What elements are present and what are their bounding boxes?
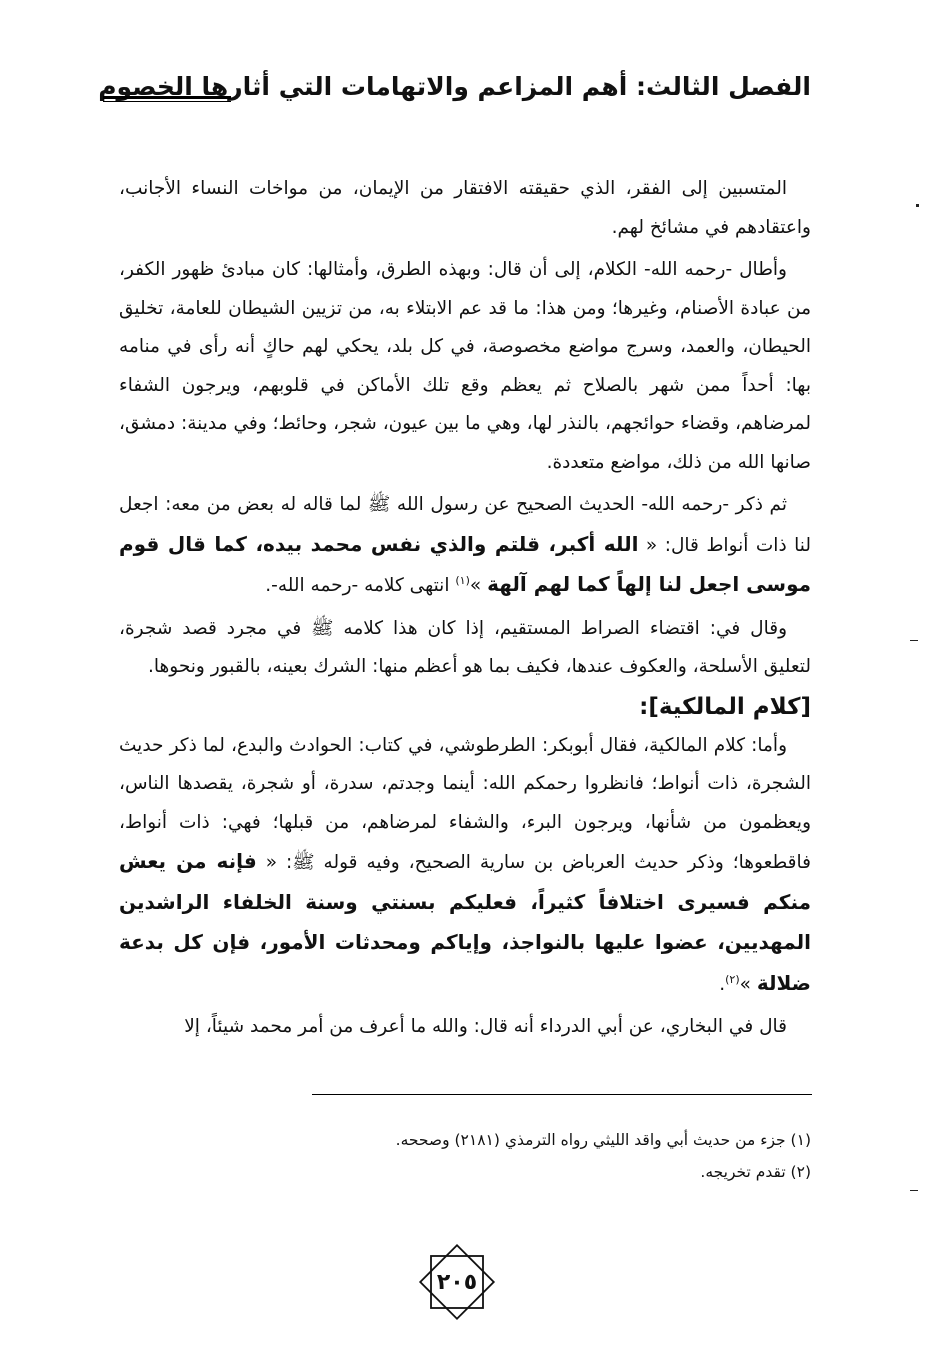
scan-mark bbox=[910, 640, 918, 641]
text-segment: وأطال -رحمه الله- الكلام، إلى أن قال: وبهذه الطرق، وأمثالها: كان مبادئ ظهور الكفر، من عبادة الأصنام، وغيرها؛ ومن هذا: ما قد عم الابتلاء به، من تزيين الشيطان للعامة، تخليق الحيطان، والعمد، وسرج مواضع مخصوصة، في كل بلد، يحكي لهم حاكٍ أنه رأى في منامه بها: أحداً ممن شهر بالصلاح ثم يعظم وقع تلك الأماكن في قلوبهم، ويرجون الشفاء لمرضاهم، وقضاء حوائجهم، بالنذر لها، وهي ما بين عيون، شجر، وحائط؛ وفي مدينة: دمشق، صانها الله من ذلك، مواضع متعددة. bbox=[119, 259, 811, 473]
header-rule bbox=[103, 96, 231, 102]
text-segment: . bbox=[719, 973, 726, 995]
paragraph bbox=[119, 727, 811, 1005]
section-heading: [كلام المالكية]: bbox=[639, 693, 811, 720]
paragraph bbox=[119, 170, 811, 247]
footnote-marker: (١) bbox=[455, 573, 470, 587]
text-segment: قال في البخاري، عن أبي الدرداء أنه قال: والله ما أعرف من أمر محمد شيئاً، إلا bbox=[184, 1016, 787, 1037]
paragraph-group-1 bbox=[119, 170, 811, 687]
text-segment: » bbox=[739, 973, 757, 995]
footnote-1: (١) جزء من حديث أبي واقد الليثي رواه الترمذي (٢١٨١) وصححه. bbox=[395, 1131, 811, 1149]
footnotes bbox=[119, 1124, 811, 1188]
footnote-marker: (٢) bbox=[725, 972, 740, 986]
text-segment: وقال في: اقتضاء الصراط المستقيم، إذا كان هذا كلامه ﷺ في مجرد قصد شجرة، لتعليق الأسلحة، والعكوف عندها، فكيف بما هو أعظم منها: الشرك بعينه، بالقبور ونحوها. bbox=[119, 617, 811, 677]
chapter-title: الفصل الثالث: أهم المزاعم والاتهامات التي أثارها الخصوم bbox=[98, 72, 811, 101]
scan-mark bbox=[910, 1190, 918, 1191]
hadith-quote: الله أكبر، قلتم والذي نفس محمد بيده، كما قال قوم موسى اجعل لنا إلهاً كما لهم آلهة bbox=[119, 531, 811, 596]
footnote-separator bbox=[312, 1094, 812, 1095]
paragraph bbox=[119, 251, 811, 482]
text-segment: » bbox=[469, 575, 488, 596]
paragraph bbox=[119, 610, 811, 687]
main-text bbox=[119, 170, 811, 1047]
text-segment: وأما: كلام المالكية، فقال أبوبكر: الطرطوشي، في كتاب: الحوادث والبدع، لما ذكر حديث الشجرة، ذات أنواط؛ فانظروا رحمكم الله: أينما وجدتم، سدرة، أو شجرة، يقصدها الناس، ويعظمون من شأنها، ويرجون البرء، والشفاء لمرضاهم، من قبلها؛ فهي: ذات أنواط، فاقطعوها؛ وذكر حديث العرباض بن سارية الصحيح، وفيه قوله ﷺ: « bbox=[119, 734, 811, 873]
paragraph bbox=[119, 486, 811, 606]
running-header bbox=[98, 70, 811, 110]
text-segment: ثم ذكر -رحمه الله- الحديث الصحيح عن رسول الله ﷺ لما قاله له بعض من معه: اجعل لنا ذات أنواط قال: « bbox=[119, 494, 812, 556]
page-number: ٢٠٥ bbox=[436, 1269, 478, 1295]
paragraph bbox=[119, 1008, 811, 1047]
scan-mark bbox=[916, 204, 919, 207]
footnote-2: (٢) تقدم تخريجه. bbox=[700, 1163, 811, 1181]
text-segment: المتسبين إلى الفقر، الذي حقيقته الافتقار من الإيمان، من مواخات النساء الأجانب، واعتقادهم في مشائخ لهم. bbox=[119, 178, 811, 238]
page-number-ornament bbox=[413, 1238, 501, 1326]
text-segment: انتهى كلامه -رحمه الله-. bbox=[265, 575, 456, 596]
hadith-quote: فإنه من يعش منكم فسيرى اختلافاً كثيراً، فعليكم بسنتي وسنة الخلفاء الراشدين المهديين، عضوا عليها بالنواجذ، وإياكم ومحدثات الأمور، فإن كل بدعة ضلالة bbox=[119, 849, 811, 995]
paragraph-group-2 bbox=[119, 727, 811, 1047]
